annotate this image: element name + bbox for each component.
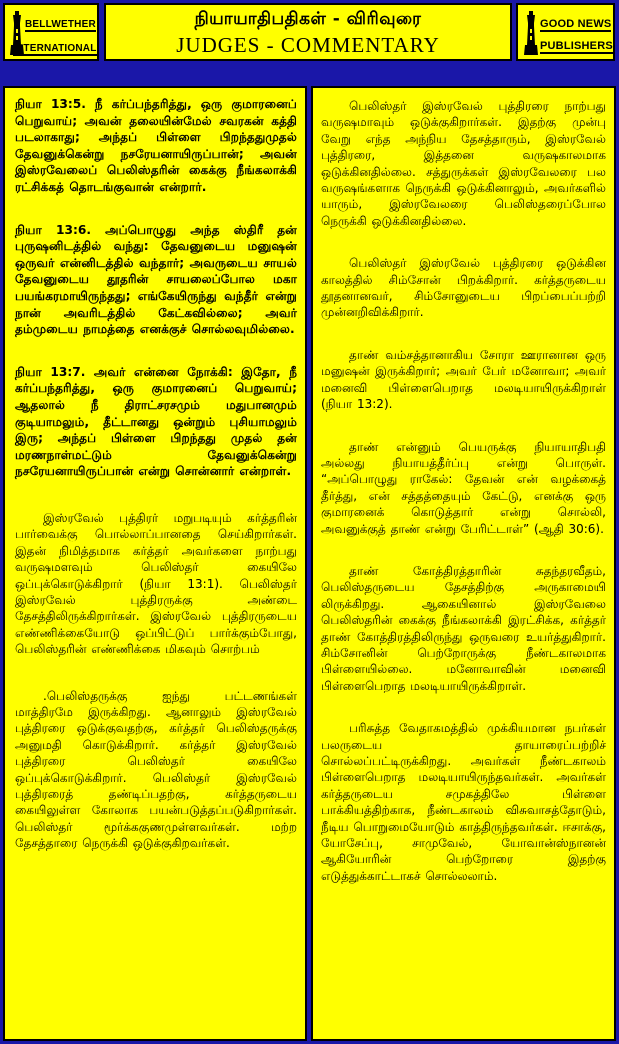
logo-left-line2: INTERNATIONAL [13, 43, 97, 54]
bellwether-logo [3, 3, 99, 61]
commentary-paragraph: .பெலிஸ்தருக்கு ஐந்து பட்டணங்கள் மாத்திரமே இருக்கிறது. ஆனாலும் இஸ்ரவேல் புத்திரரை ஒடுக்குவதற்கு, கர்த்தர் பெலிஸ்தருக்கு அனுமதி கொடுக்கிறார். கர்த்தர் இஸ்ரவேல் புத்திரரை பெலிஸ்தர் கையிலே ஒப்புக்கொடுக்கிறார். பெலிஸ்தர் இஸ்ரவேல் புத்திரரைத் தண்டிப்பதற்கு, கர்த்தருடைய கையிலுள்ள கோலாக பயன்படுத்தப்படுகிறார்கள். பெலிஸ்தர் மூர்க்ககுணமுள்ளவர்கள். மற்ற தேசத்தாரை நெருக்கி ஒடுக்குகிறவர்கள். [15, 688, 297, 851]
right-column [311, 86, 616, 1041]
page-title-tamil: நியாயாதிபதிகள் - விரிவுரை [194, 9, 422, 29]
commentary-paragraph: பெலிஸ்தர் இஸ்ரவேல் புத்திரரை நாற்பது வருஷமாவும் ஒடுக்குகிறார்கள். இதற்கு முன்பு வேறு எந்த அந்நிய தேசத்தாரும், இஸ்ரவேல் புத்திரரை, இத்தனை வருஷகாலமாக ஒடுக்கினதில்லை. சத்துருக்கள் இஸ்ரவேலரை பல வருஷங்களாக நெருக்கி ஒடுக்கினாலும், அவர்களில் யாரும், இஸ்ரவேலரை பெலிஸ்தரைப்போல நெருக்கி ஒடுக்கினதில்லை. [321, 99, 606, 228]
commentary-paragraph: பரிசுத்த வேதாகமத்தில் முக்கியமான நபர்கள் பலருடைய தாயாரைப்பற்றிச் சொல்லப்பட்டிருக்கிறது. அவர்கள் நீண்டகாலம் பிள்ளைபெறாத மலடியாயிருந்தவர்கள். அவர்கள் கர்த்தருடைய சமுகத்திலே பிள்ளை பாக்கியத்திற்காக, நீண்டகாலம் விசுவாசத்தோடும், நீடிய பொறுமையோடும் காத்திருந்தவர்கள். ஈசாக்கு, யோசேப்பு, சாமுவேல், யோவான்ஸ்நானன் ஆகியோரின் பெற்றோரை இதற்கு எடுத்துக்காட்டாகச் சொல்லலாம். [321, 721, 606, 883]
page-title-english: JUDGES - COMMENTARY [176, 33, 440, 57]
commentary-paragraph: தாண் கோத்திரத்தாரின் சுதந்தரவீதம், பெலிஸ்தருடைய தேசத்திற்கு அருகாமையி லிருக்கிறது. ஆகையினால் இஸ்ரவேலை பெலிஸ்தரின் கைக்கு நீங்கலாக்கி இரட்சிக்க, கர்த்தர் தாண் கோத்திரத்திலிருந்து ஒருவரை உயர்த்துகிறார். சிம்சோனின் பெற்றோருக்கு நீண்டகாலமாக பிள்ளையில்லை. மனோவாவின் மனைவி பிள்ளைபெறாத மலடியாயிருக்கிறாள். [321, 563, 606, 693]
verse-13-6: நியா 13:6. அப்பொழுது அந்த ஸ்திரீ தன் புருஷனிடத்தில் வந்து: தேவனுடைய மனுஷன் ஒருவர் என்னிடத்தில் வந்தார்; அவருடைய சாயல் தேவனுடைய தூதரின் சாயலைப்போல மகா பயங்கரமாயிருந்தது; எங்கேயிருந்து வந்தீர் என்று நான் அவரிடத்தில் கேட்கவில்லை; அவர் தம்முடைய நாமத்தை எனக்குச் சொல்லவுமில்லை. [15, 222, 297, 337]
commentary-paragraph: தாண் வம்சத்தானாகிய சோரா ஊரானான ஒரு மனுஷன் இருக்கிறார்; அவர் பேர் மனோவா; அவர் மனைவி பிள்ளைபெறாத மலடியாயிருக்கிறாள் (நியா 13:2). [321, 347, 606, 412]
logo-left-line1: BELLWETHER [25, 19, 96, 30]
verse-13-5: நியா 13:5. நீ கர்ப்பந்தரித்து, ஒரு குமாரனைப் பெறுவாய்; அவன் தலையின்மேல் சவரகன் கத்தி படலாகாது; அந்தப் பிள்ளை பிறந்ததுமுதல் தேவனுக்கென்று நசரேயனாயிருப்பான்; அவன் இஸ்ரவேலைப் பெலிஸ்தரின் கைக்கு நீங்கலாக்கி ரட்சிக்கத் தொடங்குவான் என்றார். [15, 97, 297, 194]
page-header [104, 3, 512, 61]
commentary-paragraph: தாண் என்னும் பெயருக்கு நியாயாதிபதி அல்லது நியாயத்தீர்ப்பு என்று பொருள். “அப்பொழுது ராகேல்: தேவன் என் வழக்கைத் தீர்த்து, என் சத்தத்தையும் கேட்டு, எனக்கு ஒரு குமாரனைக் கொடுத்தார் என்று சொல்லி, அவனுக்குத் தாண் என்று பேரிட்டாள்” (ஆதி 30:6). [321, 439, 606, 536]
left-column [3, 86, 307, 1041]
logo-right-line2: PUBLISHERS [540, 40, 613, 52]
commentary-paragraph: பெலிஸ்தர் இஸ்ரவேல் புத்திரரை ஒடுக்கின காலத்தில் சிம்சோன் பிறக்கிறார். கர்த்தருடைய தூதனானவர், சிம்சோனுடைய பிறப்பைப்பற்றி முன்னறிவிக்கிறார். [321, 256, 606, 320]
logo-right-line1: GOOD NEWS [540, 18, 612, 30]
tower-icon [524, 11, 538, 59]
commentary-paragraph: இஸ்ரவேல் புத்திரர் மறுபடியும் கர்த்தரின் பார்வைக்கு பொல்லாப்பானதை செய்கிறார்கள். இதன் நிமித்தமாக கர்த்தர் அவர்களை நாற்பது வருஷமளவும் பெலிஸ்தர் கையிலே ஒப்புக்கொடுக்கிறார் (நியா 13:1). பெலிஸ்தர் இஸ்ரவேல் புத்திரருக்கு அண்டை தேசத்திலிருக்கிறார்கள். இஸ்ரவேல் புத்திரருடைய எண்ணிக்கையோடு ஒப்பிட்டுப் பார்க்கும்போது, பெலிஸ்தரின் எண்ணிக்கை மிகவும் சொற்பம் [15, 510, 297, 657]
good-news-logo [516, 3, 615, 61]
verse-13-7: நியா 13:7. அவர் என்னை நோக்கி: இதோ, நீ கர்ப்பந்தரித்து, ஒரு குமாரனைப் பெறுவாய்; ஆதலால் நீ திராட்சரசமும் மதுபானமும் குடியாமலும், தீட்டானது ஒன்றும் புசியாமலும் இரு; அந்தப் பிள்ளை பிறந்தது முதல் தன் மரணநாள்மட்டும் தேவனுக்கென்று நசரேயனாயிருப்பான் என்று சொன்னார் என்றாள். [15, 364, 297, 479]
